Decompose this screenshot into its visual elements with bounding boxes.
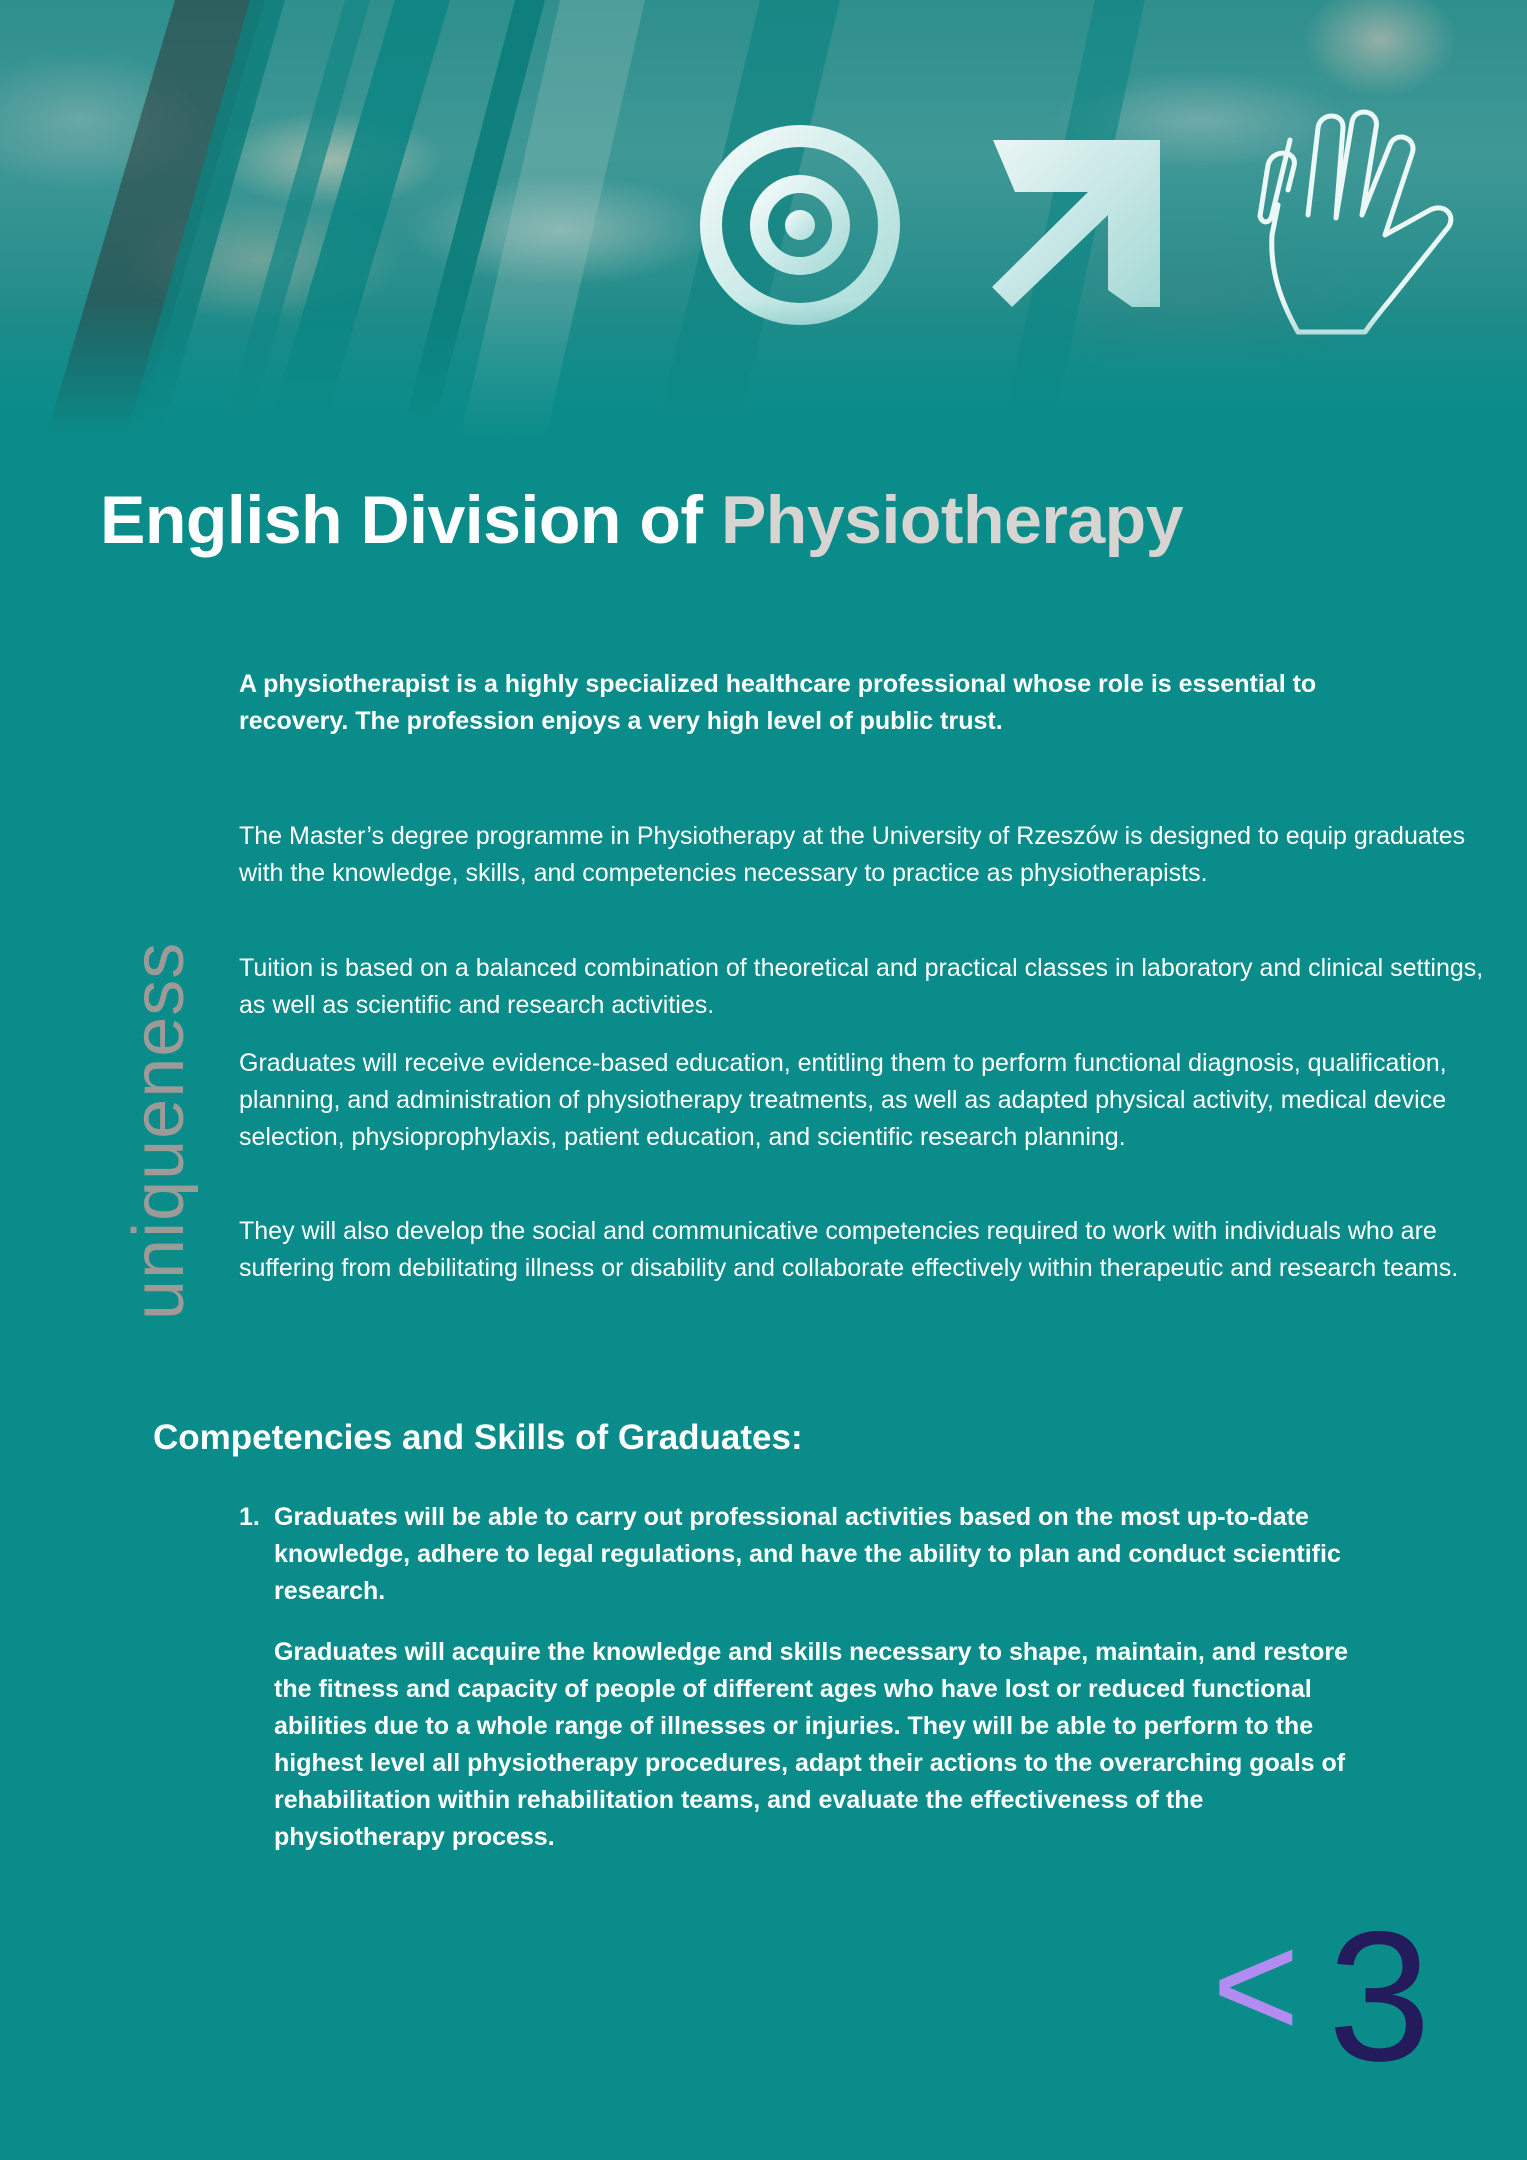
hand-icon (1260, 112, 1451, 332)
body-paragraph: Tuition is based on a balanced combination of theoretical and practical classes in laboratory and clinical settings, as well as scientific and research activities. (239, 954, 1484, 1019)
body-paragraph: Graduates will receive evidence-based education, entitling them to perform functional diagnosis, qualification, planning, and administration of physiotherapy treatments, as well as adapted physical activity, medical device selection, physioprophylaxis, patient education, and scientific research planning. (239, 1049, 1447, 1151)
vertical-keyword: uniqueness (119, 941, 199, 1320)
list-item-text: Graduates will be able to carry out professional activities based on the most up-to-date knowledge, adhere to legal regulations, and have the ability to plan and conduct scientific research. (274, 1503, 1341, 1605)
heart-logo (1210, 1905, 1450, 2075)
list-item-number: 1. (239, 1503, 260, 1531)
competencies-heading: Competencies and Skills of Graduates: (153, 1418, 803, 1457)
target-icon (711, 136, 889, 314)
logo-less-than: < (1212, 1905, 1300, 2069)
page-title (100, 481, 1183, 559)
logo-three: 3 (1328, 1905, 1431, 2075)
body-paragraph: They will also develop the social and communicative competencies required to work with individuals who are suffering from debilitating illness or disability and collaborate effectively within therapeutic and research teams. (239, 1217, 1459, 1282)
title-main: English Division of (100, 481, 721, 558)
title-accent: Physiotherapy (720, 481, 1184, 558)
body-paragraph: The Master’s degree programme in Physiotherapy at the University of Rzeszów is designed to equip graduates with the knowledge, skills, and competencies necessary to practice as physiotherapists. (239, 822, 1466, 887)
header-banner (0, 0, 1527, 440)
list-item-text: Graduates will acquire the knowledge and skills necessary to shape, maintain, and restore the fitness and capacity of people of different ages who have lost or reduced functional abilities due to a whole range of illnesses or injuries. They will be able to perform to the highest level all physiotherapy procedures, adapt their actions to the overarching goals of rehabilitation within rehabilitation teams, and evaluate the effectiveness of the physiotherapy process. (274, 1638, 1348, 1851)
arrow-up-right-icon (992, 140, 1160, 307)
intro-text: A physiotherapist is a highly specialized healthcare professional whose role is essential to recovery. The profession enjoys a very high level of public trust. (239, 670, 1317, 735)
